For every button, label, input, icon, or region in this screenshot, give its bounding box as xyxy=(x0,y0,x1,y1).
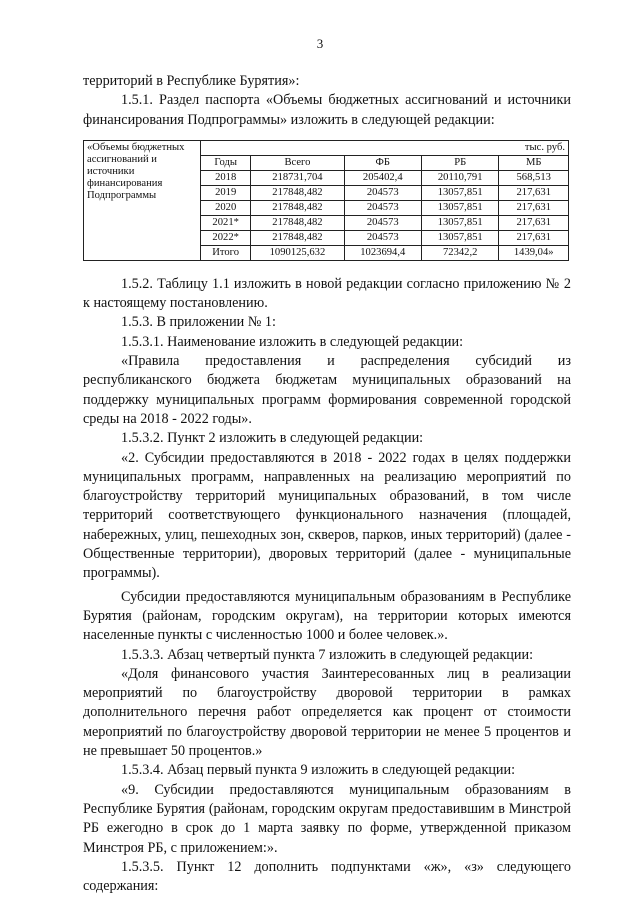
table-cell: 217,631 xyxy=(499,215,569,230)
table-cell: 568,513 xyxy=(499,170,569,185)
paragraph: 1.5.3.3. Абзац четвертый пункта 7 изложить в следующей редакции: xyxy=(121,646,534,663)
table-unit-row xyxy=(84,140,569,155)
table-cell: 217848,482 xyxy=(251,185,344,200)
table-header-cell: МБ xyxy=(499,155,569,170)
document-body xyxy=(83,72,571,896)
table-cell: 204573 xyxy=(344,185,421,200)
table-cell: 13057,851 xyxy=(421,215,498,230)
table-cell: 217,631 xyxy=(499,230,569,245)
table-cell: 13057,851 xyxy=(421,230,498,245)
paragraph: «Доля финансового участия Заинтересованных лиц в реализации мероприятий по благоустройству дворовой территории в рамках дополнительного перечня работ определяется как процент от стоимости мероприятий по благоустройству дворовой территории не менее 5 процентов и не превышает 50 процентов.» xyxy=(83,665,571,760)
table-header-cell: ФБ xyxy=(344,155,421,170)
table-cell: 72342,2 xyxy=(421,245,498,260)
table-header-cell: РБ xyxy=(421,155,498,170)
intro-paragraphs xyxy=(83,72,571,130)
table-cell: 2022* xyxy=(201,230,251,245)
paragraph: «Правила предоставления и распределения субсидий из республиканского бюджета бюджетам муниципальных образований на поддержку муниципальных программ формирования современной городской среды на 2018 - 2022 годы». xyxy=(83,353,571,427)
table-header-cell: Годы xyxy=(201,155,251,170)
paragraph: 1.5.3.5. Пункт 12 дополнить подпунктами «ж», «з» следующего содержания: xyxy=(83,858,571,895)
paragraph: 1.5.3.4. Абзац первый пункта 9 изложить в следующей редакции: xyxy=(121,762,516,779)
table-cell: 1439,04» xyxy=(499,245,569,260)
paragraph: 1.5.3. В приложении № 1: xyxy=(121,314,276,331)
paragraph: 1.5.1. Раздел паспорта «Объемы бюджетных ассигнований и источники финансирования Подпрограммы» изложить в следующей редакции: xyxy=(83,92,571,128)
table-cell: 217848,482 xyxy=(251,230,344,245)
table-cell: 2019 xyxy=(201,185,251,200)
table-cell: 2021* xyxy=(201,215,251,230)
paragraph: Субсидии предоставляются муниципальным образованиям в Республике Бурятия (районам, городским округам), на территории которых имеются населенные пункты с численностью 1000 и более человек.». xyxy=(83,588,571,644)
table-cell: 205402,4 xyxy=(344,170,421,185)
table-cell: 218731,704 xyxy=(251,170,344,185)
table-cell: 1090125,632 xyxy=(251,245,344,260)
paragraph: 1.5.2. Таблицу 1.1 изложить в новой редакции согласно приложению № 2 к настоящему постановлению. xyxy=(83,275,571,312)
paragraph: 1.5.3.1. Наименование изложить в следующей редакции: xyxy=(121,333,464,350)
paragraph: «9. Субсидии предоставляются муниципальным образованиям в Республике Бурятия (районам, городским округам предоставившим в Минстрой РБ ежегодно в срок до 1 марта заявку по форме, утвержденной приказом Минстроя РБ, с приложением:». xyxy=(83,781,571,856)
table-cell: 1023694,4 xyxy=(344,245,421,260)
budget-table xyxy=(83,140,569,261)
table-cell: 13057,851 xyxy=(421,185,498,200)
paragraph: 1.5.3.2. Пункт 2 изложить в следующей редакции: xyxy=(121,430,424,447)
table-cell: 204573 xyxy=(344,215,421,230)
paragraph: «2. Субсидии предоставляются в 2018 - 2022 годах в целях поддержки муниципальных программ, направленных на реализацию мероприятий по благоустройству территорий муниципальных образований, в том числе территорий соответствующего функционального назначения (площадей, набережных, улиц, пешеходных зон, скверов, парков, иных территорий) (далее - Общественные территории), дворовых территорий (далее - муниципальные программы). xyxy=(83,449,571,582)
body-paragraphs xyxy=(83,275,571,897)
table-cell: 217,631 xyxy=(499,185,569,200)
table-cell: Итого xyxy=(201,245,251,260)
table-cell: 2020 xyxy=(201,200,251,215)
table-header-cell: Всего xyxy=(251,155,344,170)
table-cell: 217,631 xyxy=(499,200,569,215)
table-cell: 13057,851 xyxy=(421,200,498,215)
table-cell: 217848,482 xyxy=(251,200,344,215)
table-cell: 204573 xyxy=(344,230,421,245)
budget-table-wrap xyxy=(83,140,571,261)
table-label-cell: «Объемы бюджетных ассигнований и источники финансирования Подпрограммы xyxy=(84,140,201,260)
table-unit-cell: тыс. руб. xyxy=(201,140,569,155)
table-cell: 2018 xyxy=(201,170,251,185)
table-cell: 20110,791 xyxy=(421,170,498,185)
table-cell: 204573 xyxy=(344,200,421,215)
page-number: 3 xyxy=(316,36,324,51)
paragraph: территорий в Республике Бурятия»: xyxy=(83,73,300,89)
table-cell: 217848,482 xyxy=(251,215,344,230)
